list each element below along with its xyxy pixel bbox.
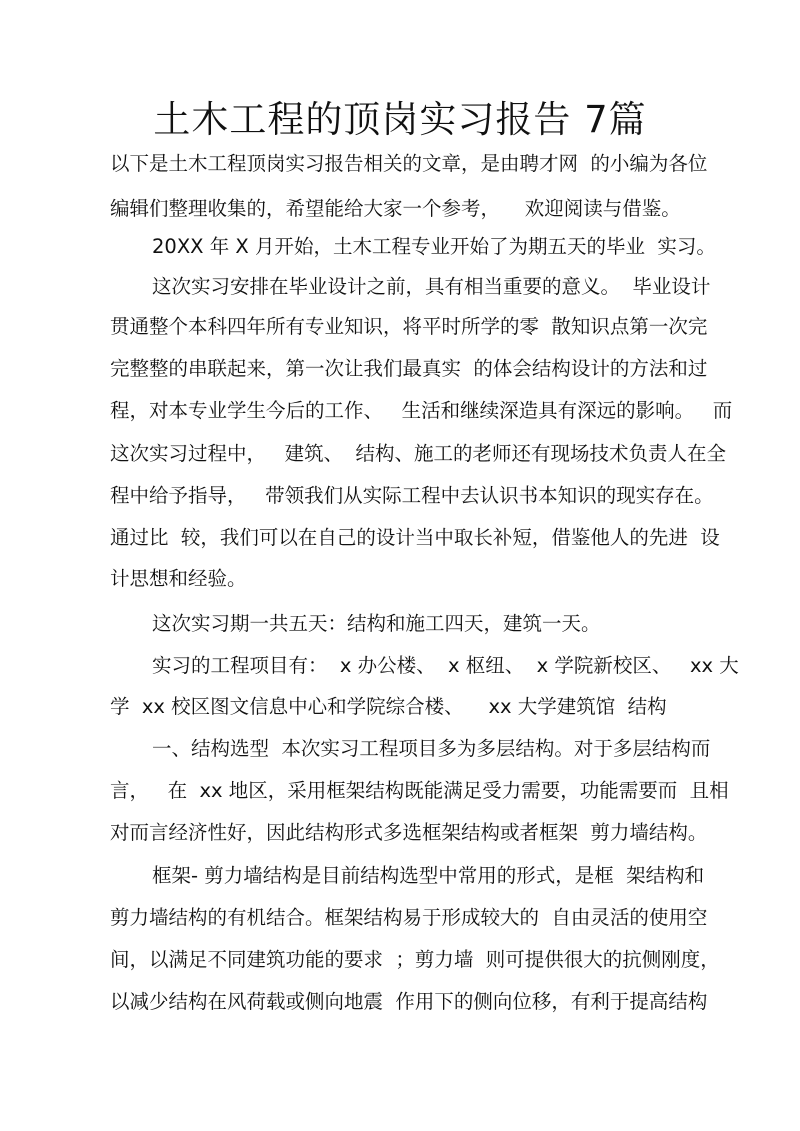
paragraph-line: 编辑们整理收集的，希望能给大家一个参考， 欢迎阅读与借鉴。 bbox=[110, 197, 681, 220]
paragraph-line: 计思想和经验。 bbox=[110, 567, 247, 590]
paragraph-line: 这次实习安排在毕业设计之前，具有相当重要的意义。 毕业设计 bbox=[152, 275, 711, 298]
paragraph-line: 学 xx 校区图文信息中心和学院综合楼、 xx 大学建筑馆 结构 bbox=[110, 695, 667, 718]
paragraph-line: 以下是土木工程顶岗实习报告相关的文章，是由聘才网 的小编为各位 bbox=[110, 152, 708, 175]
paragraph-line: 对而言经济性好，因此结构形式多选框架结构或者框架 剪力墙结构。 bbox=[110, 821, 708, 844]
paragraph-line: 通过比 较，我们可以在自己的设计当中取长补短，借鉴他人的先进 设 bbox=[110, 526, 720, 549]
paragraph-line: 这次实习过程中， 建筑、 结构、施工的老师还有现场技术负责人在全 bbox=[110, 442, 726, 465]
paragraph-line: 实习的工程项目有： x 办公楼、 x 枢纽、 x 学院新校区、 xx 大 bbox=[152, 654, 739, 677]
paragraph-line: 完整整的串联起来，第一次让我们最真实 的体会结构设计的方法和过 bbox=[110, 357, 708, 380]
paragraph-line: 这次实习期一共五天：结构和施工四天，建筑一天。 bbox=[152, 612, 601, 635]
paragraph-line: 框架- 剪力墙结构是目前结构选型中常用的形式，是框 架结构和 bbox=[152, 864, 705, 887]
paragraph-line: 20XX 年 X 月开始，土木工程专业开始了为期五天的毕业 实习。 bbox=[152, 235, 716, 258]
paragraph-line: 程中给予指导， 带领我们从实际工程中去认识书本知识的现实存在。 bbox=[110, 484, 714, 507]
paragraph-line: 剪力墙结构的有机结合。框架结构易于形成较大的 自由灵活的使用空 bbox=[110, 906, 708, 929]
paragraph-line: 一、结构选型 本次实习工程项目多为多层结构。对于多层结构而 bbox=[152, 737, 711, 760]
paragraph-line: 贯通整个本科四年所有专业知识，将平时所学的零 散知识点第一次完 bbox=[110, 315, 708, 338]
paragraph-line: 以减少结构在风荷载或侧向地震 作用下的侧向位移，有利于提高结构 bbox=[110, 990, 708, 1013]
document-title: 土木工程的顶岗实习报告 7篇 bbox=[153, 98, 647, 141]
paragraph-line: 言， 在 xx 地区，采用框架结构既能满足受力需要，功能需要而 且相 bbox=[110, 779, 729, 802]
paragraph-line: 间，以满足不同建筑功能的要求 ；剪力墙 则可提供很大的抗侧刚度， bbox=[110, 948, 720, 971]
paragraph-line: 程，对本专业学生今后的工作、 生活和继续深造具有深远的影响。 而 bbox=[110, 399, 733, 422]
